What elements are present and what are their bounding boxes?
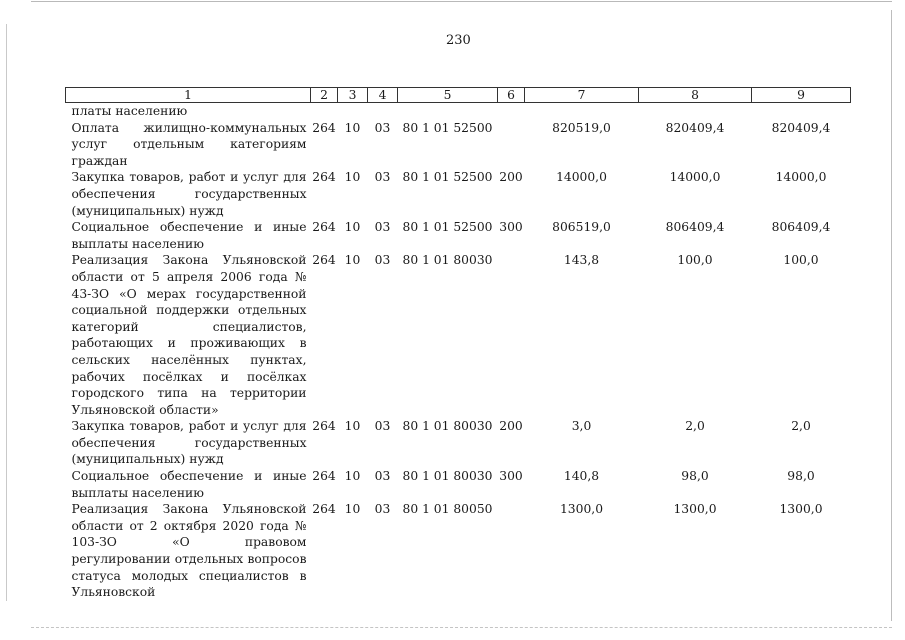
cell-section xyxy=(338,103,368,120)
table-row xyxy=(66,252,851,418)
cell-expense-type: 200 xyxy=(499,170,523,185)
cell-section: 10 xyxy=(344,220,361,235)
frame-bottom-edge xyxy=(31,627,892,628)
cell-amount-9: 14000,0 xyxy=(775,170,827,185)
header-cell: 4 xyxy=(368,88,398,103)
cell-amount-7: 1300,0 xyxy=(559,502,604,517)
cell-amount-7 xyxy=(525,103,639,120)
frame-left-edge xyxy=(6,24,7,601)
cell-target-article: 80 1 01 80030 xyxy=(402,419,493,434)
cell-amount-9: 98,0 xyxy=(787,469,815,484)
cell-expense-type xyxy=(498,120,525,170)
cell-amount-7: 143,8 xyxy=(563,253,600,268)
cell-expense-type: 200 xyxy=(499,419,523,434)
cell-amount-9: 820409,4 xyxy=(771,120,831,135)
cell-ministry: 264 xyxy=(312,502,336,517)
cell-subsection xyxy=(368,103,398,120)
cell-amount-9: 100,0 xyxy=(783,253,819,268)
cell-subsection: 03 xyxy=(374,220,391,235)
item-name: платы населению xyxy=(71,104,188,118)
cell-expense-type: 300 xyxy=(499,469,523,484)
cell-subsection: 03 xyxy=(374,170,391,185)
cell-expense-type xyxy=(498,501,525,601)
cell-amount-7: 820519,0 xyxy=(552,120,611,135)
cell-expense-type xyxy=(498,103,525,120)
table-row xyxy=(66,219,851,252)
cell-section: 10 xyxy=(344,502,361,517)
cell-amount-8: 98,0 xyxy=(681,469,709,484)
cell-ministry: 264 xyxy=(312,253,336,268)
item-name: Оплата жилищно-коммунальных услуг отдельным категориям граждан xyxy=(71,120,307,168)
table-row xyxy=(66,468,851,501)
cell-target-article xyxy=(398,103,498,120)
item-name: Закупка товаров, работ и услуг для обеспечения государственных (муниципальных) нужд xyxy=(71,170,307,218)
frame-right-edge xyxy=(891,10,892,621)
cell-ministry: 264 xyxy=(312,419,336,434)
cell-ministry xyxy=(311,103,338,120)
cell-section: 10 xyxy=(344,170,361,185)
cell-target-article: 80 1 01 52500 xyxy=(402,220,493,235)
table-row xyxy=(66,501,851,601)
cell-amount-8: 14000,0 xyxy=(669,170,721,185)
header-cell: 3 xyxy=(338,88,368,103)
header-cell: 9 xyxy=(752,88,851,103)
cell-target-article: 80 1 01 52500 xyxy=(402,170,493,185)
cell-target-article: 80 1 01 80050 xyxy=(402,502,493,517)
cell-target-article: 80 1 01 80030 xyxy=(402,469,493,484)
item-name: Социальное обеспечение и иные выплаты населению xyxy=(71,469,307,500)
cell-subsection: 03 xyxy=(374,120,391,135)
frame-top-edge xyxy=(31,1,892,2)
cell-amount-8: 806409,4 xyxy=(665,220,725,235)
header-cell: 8 xyxy=(639,88,752,103)
cell-amount-7: 140,8 xyxy=(563,469,600,484)
cell-amount-8: 2,0 xyxy=(685,419,705,434)
table-row xyxy=(66,103,851,120)
table-row xyxy=(66,418,851,468)
cell-amount-9: 1300,0 xyxy=(779,502,823,517)
cell-ministry: 264 xyxy=(312,120,336,135)
table-body xyxy=(66,103,851,601)
cell-amount-8: 820409,4 xyxy=(665,120,725,135)
cell-amount-9: 2,0 xyxy=(791,419,811,434)
cell-amount-7: 806519,0 xyxy=(552,220,611,235)
cell-expense-type: 300 xyxy=(499,220,523,235)
cell-subsection: 03 xyxy=(374,253,391,268)
header-cell: 5 xyxy=(398,88,498,103)
budget-table xyxy=(65,87,851,601)
column-number-header xyxy=(66,88,851,103)
item-name: Реализация Закона Ульяновской области от 2 октября 2020 года № 103-ЗО «О правовом регулировании отдельных вопросов статуса молодых специалистов в Ульяновской xyxy=(71,502,307,600)
cell-ministry: 264 xyxy=(312,170,336,185)
cell-amount-7: 14000,0 xyxy=(556,170,607,185)
cell-section: 10 xyxy=(344,120,361,135)
cell-subsection: 03 xyxy=(374,469,391,484)
table-row xyxy=(66,169,851,219)
header-cell: 1 xyxy=(66,88,311,103)
table-row xyxy=(66,120,851,170)
cell-ministry: 264 xyxy=(312,220,336,235)
page-number: 230 xyxy=(446,33,471,48)
item-name: Закупка товаров, работ и услуг для обеспечения государственных (муниципальных) нужд xyxy=(71,419,307,467)
item-name: Социальное обеспечение и иные выплаты населению xyxy=(71,220,307,251)
cell-expense-type xyxy=(498,252,525,418)
header-cell: 7 xyxy=(525,88,639,103)
cell-amount-8: 1300,0 xyxy=(673,502,717,517)
item-name: Реализация Закона Ульяновской области от 5 апреля 2006 года № 43-ЗО «О мерах государственной социальной поддержки отдельных категорий специалистов, работающих и проживающих в сельских населённых пунктах, рабочих посёлках и посёлках городского типа на территории Ульяновской области» xyxy=(71,253,307,417)
cell-subsection: 03 xyxy=(374,502,391,517)
header-cell: 2 xyxy=(311,88,338,103)
cell-section: 10 xyxy=(344,469,361,484)
cell-amount-7: 3,0 xyxy=(571,419,592,434)
cell-subsection: 03 xyxy=(374,419,391,434)
cell-section: 10 xyxy=(344,419,361,434)
cell-target-article: 80 1 01 80030 xyxy=(402,253,493,268)
cell-amount-8 xyxy=(639,103,752,120)
cell-amount-9: 806409,4 xyxy=(771,220,831,235)
cell-section: 10 xyxy=(344,253,361,268)
cell-amount-8: 100,0 xyxy=(677,253,713,268)
cell-ministry: 264 xyxy=(312,469,336,484)
header-cell: 6 xyxy=(498,88,525,103)
cell-target-article: 80 1 01 52500 xyxy=(402,120,493,135)
cell-amount-9 xyxy=(752,103,851,120)
